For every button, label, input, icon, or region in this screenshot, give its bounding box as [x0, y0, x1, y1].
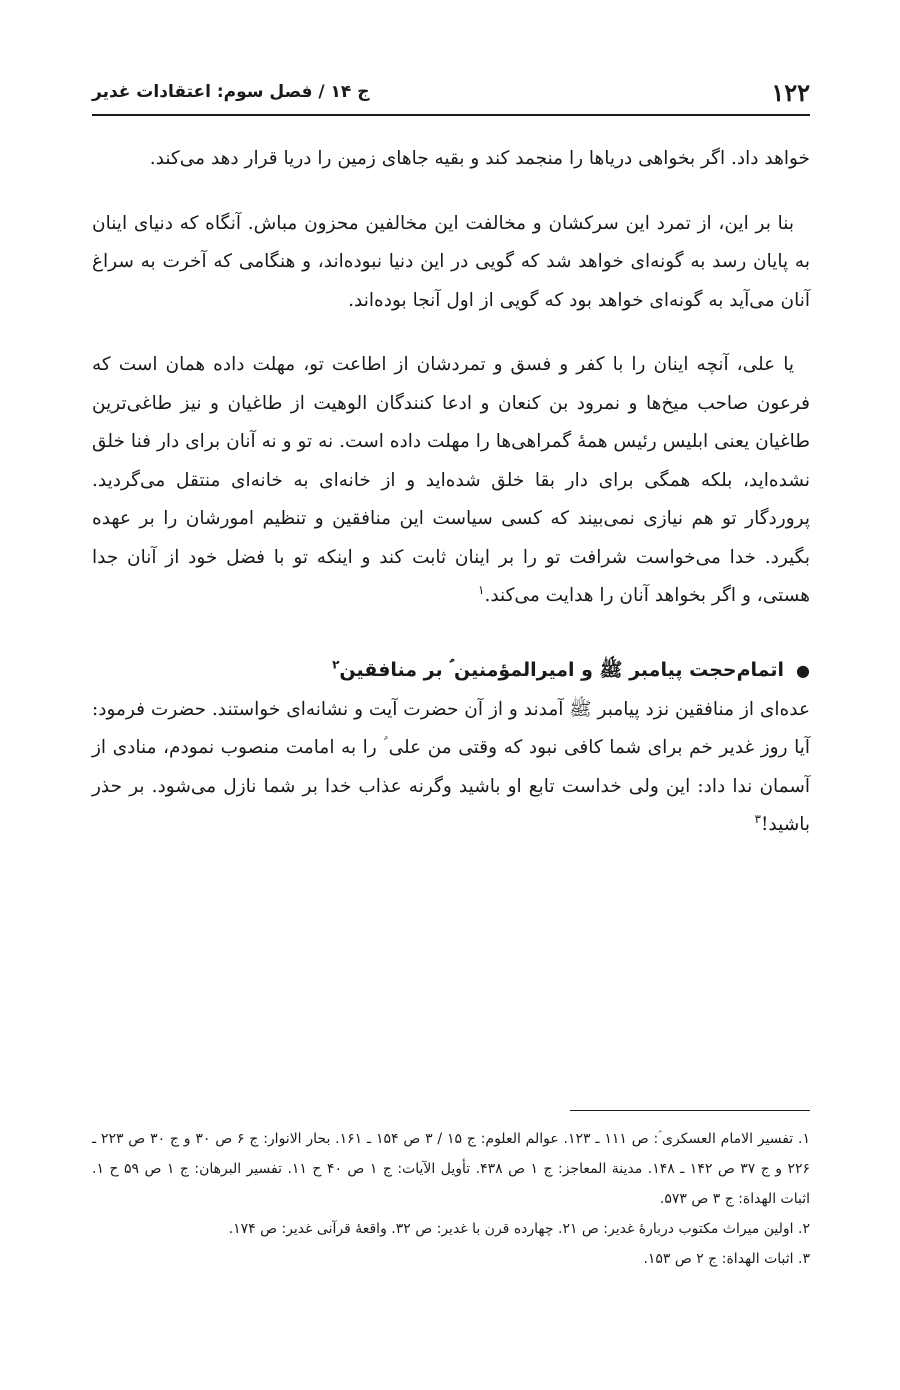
footnote-ref[interactable]: ۱ — [477, 582, 485, 597]
footnote-divider — [570, 1110, 810, 1111]
footnote-item: ۲. اولین میراث مکتوب دربارهٔ غدیر: ص ۲۱. چهارده قرن با غدیر: ص ۳۲. واقعهٔ قرآنی غدیر: ص ۱۷۴. — [228, 1221, 810, 1237]
page-header — [92, 70, 810, 116]
footnotes — [92, 1124, 810, 1274]
footnote-item: ۱. تفسیر الامام العسکری ؑ: ص ۱۱۱ ـ ۱۲۳. عوالم العلوم: ج ۱۵ / ۳ ص ۱۵۴ ـ ۱۶۱. بحار الانوار: ج ۶ ص ۳۰ و ج ۳۰ ص ۲۲۳ ـ ۲۲۶ و ج ۳۷ ص ۱۴۲ ـ ۱۴۸. مدینة المعاجز: ج ۱ ص ۴۳۸. تأویل الآیات: ج ۱ ص ۴۰ ح ۱۱. تفسیر البرهان: ج ۱ ص ۵۹ ح ۱. اثبات الهداة: ج ۳ ص ۵۷۳. — [92, 1131, 811, 1207]
footnote-ref[interactable]: ۳ — [754, 811, 761, 826]
paragraph — [92, 691, 810, 845]
paragraph-text: یا علی، آنچه اینان را با کفر و فسق و تمردشان از اطاعت تو، مهلت داده همان است که فرعون صاحب میخ‌ها و نمرود بن کنعان و ادعا کنندگان الوهیت از طاغیان و نیز طاغی‌ترین طاغیان یعنی ابلیس رئیس همهٔ گمراهی‌ها را مهلت داده است. نه تو و نه آنان برای دار فنا خلق نشده‌اید، بلکه همگی برای دار بقا خلق شده‌اید و از خانه‌ای به خانه‌ای منتقل می‌گردید. پروردگار تو هم نیازی نمی‌بیند که کسی سیاست این منافقین و تنظیم امورشان را بر عهده بگیرد. خدا می‌خواست شرافت تو را بر اینان ثابت کند و اینکه تو با فضل خود از آنان جدا هستی، و اگر بخواهد آنان را هدایت می‌کند. — [92, 354, 810, 606]
paragraph: بنا بر این، از تمرد این سرکشان و مخالفت این مخالفین محزون مباش. آنگاه که دنیای اینان به پایان رسد به گونه‌ای خواهد شد که گویی در این دنیا نبوده‌اند، و هنگامی که آخرت به سراغ آنان می‌آید به گونه‌ای خواهد بود که گویی از اول آنجا بوده‌اند. — [92, 212, 810, 311]
footnote-item: ۳. اثبات الهداة: ج ۲ ص ۱۵۳. — [643, 1251, 810, 1267]
section-heading-text: اتمام‌حجت پیامبر ﷺ و امیرالمؤمنین ؑ بر منافقین — [339, 658, 785, 681]
footnote-ref[interactable]: ۲ — [332, 657, 340, 672]
page-number: ۱۲۲ — [771, 77, 810, 107]
paragraph — [92, 346, 810, 616]
paragraph: خواهد داد. اگر بخواهی دریاها را منجمد کند و بقیه جاهای زمین را دریا قرار دهد می‌کند. — [149, 148, 810, 169]
paragraph-text: عده‌ای از منافقین نزد پیامبر ﷺ آمدند و از آن حضرت آیت و نشانه‌ای خواستند. حضرت فرمود: آیا روز غدیر خم برای شما کافی نبود که وقتی من علی ؑ را به امامت منصوب نمودم، منادی از آسمان ندا داد: این ولی خداست تابع او باشید وگرنه عذاب خدا بر شما نازل می‌شود. بر حذر باشید! — [92, 698, 810, 835]
section-heading — [92, 650, 810, 691]
running-title: ج ۱۴ / فصل سوم: اعتقادات غدیر — [92, 82, 370, 102]
bullet-icon: ● — [796, 660, 810, 680]
main-text — [92, 140, 810, 871]
